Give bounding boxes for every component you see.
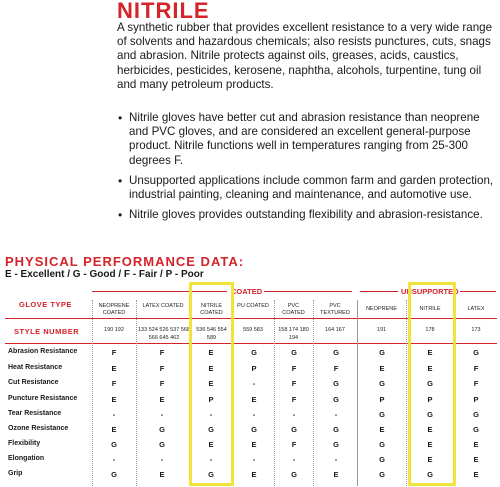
rating-cell: P — [379, 395, 385, 404]
unsupported-group-label: UNSUPPORTED — [401, 287, 459, 296]
rating-cell: E — [379, 425, 385, 434]
rating-cell: G — [379, 379, 385, 388]
column-divider — [136, 300, 137, 486]
rating-cell: G — [473, 410, 479, 419]
rating-cell: F — [333, 364, 339, 373]
rating-cell: E — [427, 348, 433, 357]
rating-cell: F — [159, 348, 165, 357]
rating-cell: F — [291, 440, 297, 449]
rating-cell: P — [208, 395, 214, 404]
rating-cell: G — [473, 425, 479, 434]
rating-cell: - — [252, 455, 256, 464]
rating-cell: G — [251, 425, 257, 434]
rating-cell: - — [112, 455, 116, 464]
coated-group-label: COATED — [231, 287, 263, 296]
rating-cell: P — [473, 395, 479, 404]
column-header: NEOPRENE COATED — [98, 303, 130, 316]
row-label: Puncture Resistance — [8, 395, 78, 402]
rating-cell: E — [333, 470, 339, 479]
page-title: NITRILE — [117, 0, 210, 23]
column-header: NITRILE COATED — [200, 303, 223, 316]
rating-cell: G — [473, 348, 479, 357]
rating-cell: G — [427, 470, 433, 479]
rating-cell: F — [473, 364, 479, 373]
rating-cell: G — [208, 470, 214, 479]
column-header: LATEX — [467, 306, 485, 312]
rating-cell: G — [333, 395, 339, 404]
row-label: Heat Resistance — [8, 364, 63, 371]
feature-item: • Nitrile gloves provides outstanding flexibility and abrasion-resistance. — [117, 208, 497, 222]
row-label: Elongation — [8, 455, 45, 462]
unsupported-group-rule-left — [360, 291, 398, 292]
rating-cell: G — [379, 348, 385, 357]
rating-cell: F — [111, 348, 117, 357]
rating-cell: - — [292, 455, 296, 464]
rating-cell: E — [473, 455, 479, 464]
column-divider — [313, 300, 314, 486]
rating-cell: E — [427, 440, 433, 449]
style-number: 559 583 — [243, 327, 263, 333]
rating-cell: G — [379, 470, 385, 479]
style-number: 191 — [376, 327, 387, 333]
rating-cell: E — [111, 364, 117, 373]
nitrile-coated-highlight — [189, 282, 234, 486]
rating-cell: F — [111, 379, 117, 388]
rating-cell: E — [427, 425, 433, 434]
rating-cell: G — [379, 410, 385, 419]
rating-cell: G — [111, 440, 117, 449]
column-header: LATEX COATED — [142, 303, 184, 309]
column-header: NITRILE — [419, 306, 441, 312]
rating-cell: - — [209, 410, 213, 419]
rating-cell: E — [159, 395, 165, 404]
row-label: Ozone Resistance — [8, 425, 69, 432]
rating-cell: E — [111, 425, 117, 434]
rating-cell: G — [333, 440, 339, 449]
column-header: PVC TEXTURED — [320, 303, 350, 316]
rating-cell: F — [473, 379, 479, 388]
rating-cell: G — [291, 425, 297, 434]
rating-cell: - — [112, 410, 116, 419]
style-number: 536 546 554 589 — [196, 327, 227, 341]
rating-cell: E — [111, 395, 117, 404]
rating-cell: E — [427, 455, 433, 464]
rating-cell: E — [208, 379, 214, 388]
performance-title: PHYSICAL PERFORMANCE DATA: — [5, 254, 245, 269]
feature-item: • Unsupported applications include common farm and garden protection, industrial painting, cleaning and maintenance, and automotive use. — [117, 174, 497, 202]
rating-cell: E — [251, 440, 257, 449]
style-number: 190 192 — [104, 327, 124, 333]
rating-cell: E — [473, 470, 479, 479]
rating-cell: G — [427, 379, 433, 388]
rating-cell: F — [159, 364, 165, 373]
rating-cell: G — [379, 455, 385, 464]
rating-cell: E — [427, 364, 433, 373]
rating-cell: - — [209, 455, 213, 464]
rating-cell: G — [379, 440, 385, 449]
rating-cell: F — [291, 395, 297, 404]
style-number-label: STYLE NUMBER — [14, 327, 80, 336]
rating-cell: - — [252, 410, 256, 419]
nitrile-unsupported-highlight — [408, 282, 456, 486]
rating-cell: F — [291, 379, 297, 388]
rating-cell: E — [208, 348, 214, 357]
glove-type-label: GLOVE TYPE — [19, 300, 72, 309]
rating-cell: G — [208, 425, 214, 434]
row-label: Grip — [8, 470, 23, 477]
rating-cell: G — [291, 348, 297, 357]
style-number: 133 524 526 537 568 566 645 462 — [138, 327, 190, 341]
group-divider — [357, 300, 358, 486]
rating-cell: P — [251, 364, 257, 373]
rating-cell: E — [251, 470, 257, 479]
rating-cell: F — [159, 379, 165, 388]
rating-cell: G — [251, 348, 257, 357]
column-header: NEOPRENE — [366, 306, 397, 312]
rating-cell: - — [160, 455, 164, 464]
style-number: 178 — [425, 327, 435, 333]
rating-cell: G — [159, 425, 165, 434]
rating-cell: G — [159, 440, 165, 449]
row-label: Flexibility — [8, 440, 41, 447]
column-divider — [406, 300, 407, 486]
rating-cell: G — [333, 425, 339, 434]
rating-legend: E - Excellent / G - Good / F - Fair / P - Poor — [5, 269, 204, 280]
rating-cell: E — [208, 364, 214, 373]
rating-cell: - — [252, 379, 256, 388]
row-label: Cut Resistance — [8, 379, 59, 386]
rating-cell: E — [159, 470, 165, 479]
coated-group-rule-right — [264, 291, 352, 292]
column-divider — [274, 300, 275, 486]
rating-cell: F — [291, 364, 297, 373]
rating-cell: P — [427, 395, 433, 404]
style-number: 158 174 180 194 — [278, 327, 309, 341]
column-header: PVC COATED — [282, 303, 305, 316]
rating-cell: G — [427, 410, 433, 419]
rating-cell: G — [333, 348, 339, 357]
style-number: 164 167 — [325, 327, 345, 333]
rating-cell: G — [333, 379, 339, 388]
row-label: Abrasion Resistance — [8, 348, 78, 355]
rating-cell: E — [473, 440, 479, 449]
rating-cell: E — [379, 364, 385, 373]
style-number: 173 — [471, 327, 481, 333]
intro-paragraph: A synthetic rubber that provides excellent resistance to a very wide range of solvents and hazardous chemicals; also resists punctures, cuts, snags and abrasion. Nitrile protects against oils, greases, acids, caustics, herbicides, pesticides, kerosene, naphtha, alcohols, turpentine, tung oil and many petroleum products. — [117, 21, 493, 91]
feature-list — [117, 111, 497, 228]
row-label: Tear Resistance — [8, 410, 62, 417]
rating-cell: G — [111, 470, 117, 479]
rating-cell: - — [292, 410, 296, 419]
rating-cell: G — [291, 470, 297, 479]
feature-item: • Nitrile gloves have better cut and abrasion resistance than neoprene and PVC gloves, and are considered an excellent general-purpose product. Nitrile functions well in temperatures ranging from 25-300 degrees F. — [117, 111, 497, 168]
rating-cell: - — [160, 410, 164, 419]
rating-cell: - — [334, 410, 338, 419]
rating-cell: E — [251, 395, 257, 404]
column-header: PU COATED — [237, 303, 269, 309]
rating-cell: - — [334, 455, 338, 464]
column-divider — [92, 300, 93, 486]
rating-cell: E — [208, 440, 214, 449]
unsupported-group-rule-right — [460, 291, 496, 292]
